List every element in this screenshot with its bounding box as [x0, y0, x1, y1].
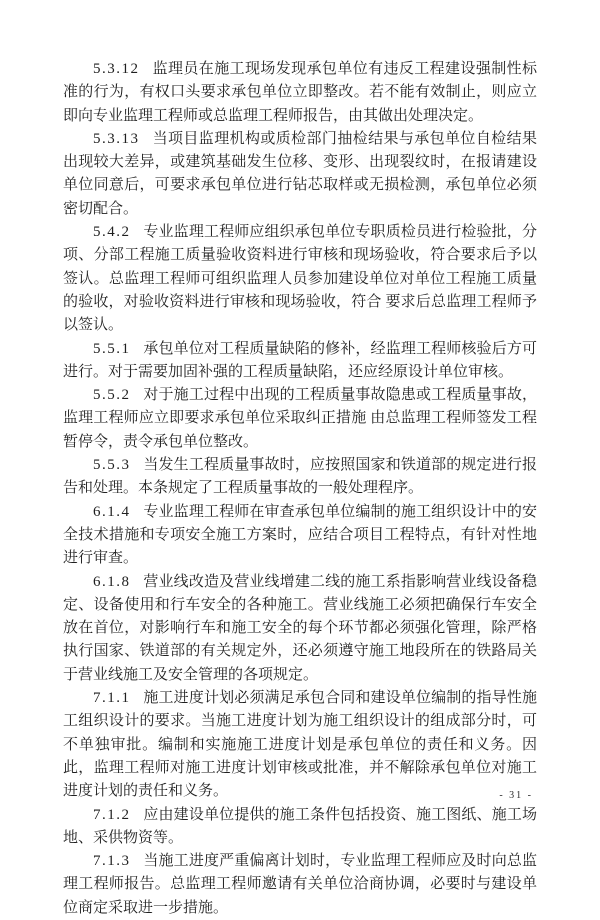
paragraph-7-1-1	[63, 687, 537, 803]
clause-number: 5.3.13	[93, 130, 140, 147]
clause-text: 营业线改造及营业线增建二线的施工系指影响营业线设备稳定、设备使用和行车安全的各种施工。营业线施工必须把确保行车安全放在首位，对影响行车和施工安全的每个环节都必须强化管理，除严格执行国家、铁道部的有关规定外，还必须遵守施工地段所在的铁路局关于营业线施工及安全管理的各项规定。	[63, 573, 537, 683]
clause-text: 当施工进度严重偏离计划时，专业监理工程师应及时向总监理工程师报告。总监理工程师邀请有关单位洽商协调，必要时与建设单位商定采取进一步措施。	[63, 853, 537, 916]
clause-text: 施工进度计划必须满足承包合同和建设单位编制的指导性施工组织设计的要求。当施工进度计划为施工组织设计的组成部分时，可不单独审批。编制和实施施工进度计划是承包单位的责任和义务。因此，监理工程师对施工进度计划审核或批准，并不解除承包单位对施工进度计划的责任和义务。	[63, 690, 537, 800]
clause-text: 对于施工过程中出现的工程质量事故隐患或工程质量事故，监理工程师应立即要求承包单位采取纠正措施 由总监理工程师签发工程暂停令，责令承包单位整改。	[63, 387, 537, 450]
paragraph-5-4-2	[63, 221, 537, 337]
clause-number: 7.1.1	[93, 690, 131, 707]
page-number: - 31 -	[499, 790, 533, 801]
clause-text: 专业监理工程师在审查承包单位编制的施工组织设计中的安全技术措施和专项安全施工方案时，应结合项目工程特点，有针对性地进行审查。	[63, 503, 537, 567]
clause-text: 承包单位对工程质量缺陷的修补，经监理工程师核验后方可进行。对于需要加固补强的工程质量缺陷，还应经原设计单位审核。	[63, 340, 537, 380]
clause-number: 6.1.4	[93, 503, 131, 520]
paragraph-5-5-1	[63, 338, 537, 385]
clause-number: 5.3.12	[93, 61, 140, 77]
clause-text: 专业监理工程师应组织承包单位专职质检员进行检验批，分项、分部工程施工质量验收资料进行审核和现场验收，符合要求后予以签认。总监理工程师可组织监理人员参加建设单位对单位工程施工质量的验收，对验收资料进行审核和现场验收，符合 要求后总监理工程师予以签认。	[63, 224, 537, 334]
clause-number: 6.1.8	[93, 573, 131, 590]
clause-text: 监理员在施工现场发现承包单位有违反工程建设强制性标准的行为，有权口头要求承包单位立即整改。若不能有效制止，则应立即向专业监理工程师或总监理工程师报告，由其做出处理决定。	[63, 61, 537, 124]
clause-number: 7.1.3	[93, 853, 131, 870]
document-body	[63, 58, 537, 920]
paragraph-6-1-4	[63, 501, 537, 571]
paragraph-5-3-13	[63, 128, 537, 221]
clause-number: 5.5.3	[93, 457, 131, 474]
clause-number: 7.1.2	[93, 806, 131, 823]
clause-number: 5.5.1	[93, 340, 131, 357]
paragraph-5-3-12	[63, 58, 537, 128]
clause-text: 当发生工程质量事故时，应按照国家和铁道部的规定进行报告和处理。本条规定了工程质量事故的一般处理程序。	[63, 457, 537, 497]
paragraph-7-1-3	[63, 850, 537, 920]
clause-text: 当项目监理机构或质检部门抽检结果与承包单位自检结果出现较大差异，或建筑基础发生位移、变形、出现裂纹时，在报请建设单位同意后，可要求承包单位进行钻芯取样或无损检测，承包单位必须密切配合。	[63, 130, 537, 217]
clause-number: 5.5.2	[93, 387, 131, 404]
clause-text: 应由建设单位提供的施工条件包括投资、施工图纸、施工场地、采供物资等。	[63, 806, 537, 846]
paragraph-5-5-2	[63, 384, 537, 454]
paragraph-7-1-2	[63, 804, 537, 851]
paragraph-6-1-8	[63, 571, 537, 687]
clause-number: 5.4.2	[93, 224, 131, 241]
paragraph-5-5-3	[63, 454, 537, 501]
